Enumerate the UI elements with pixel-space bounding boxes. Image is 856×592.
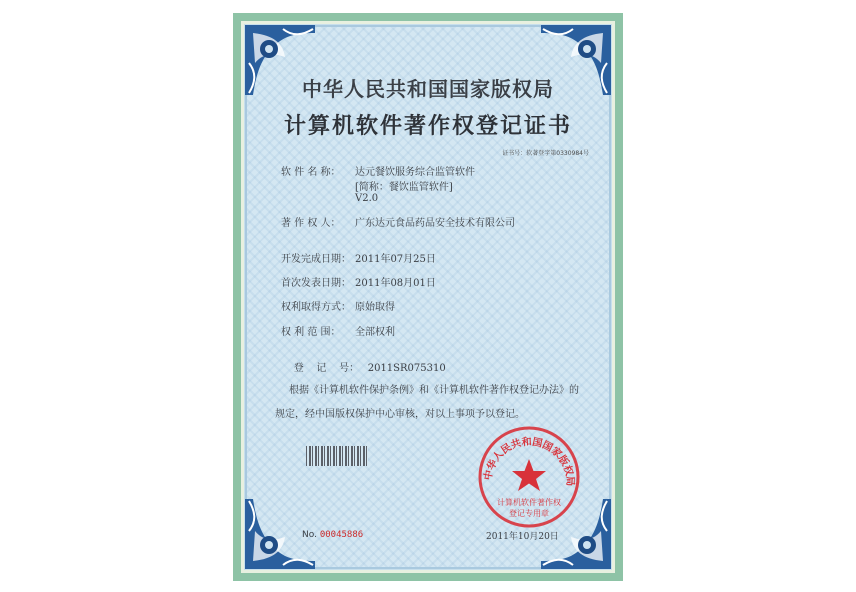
- right-scope-row: [281, 323, 395, 338]
- pub-date-row: [281, 274, 436, 289]
- seal-outer-text: 中华人民共和国国家版权局: [482, 436, 576, 487]
- right-method-value: 原始取得: [355, 302, 395, 313]
- owner-value: 广东达元食品药品安全技术有限公司: [355, 218, 515, 229]
- seal-inner-line-1: 计算机软件著作权: [497, 498, 561, 507]
- seal-inner-line-2: 登记专用章: [509, 509, 549, 518]
- software-version: V2.0: [355, 193, 379, 204]
- legal-text-line-2: 规定，经中国版权保护中心审核，对以上事项予以登记。: [275, 409, 525, 420]
- pub-date-label: 首次发表日期：: [281, 278, 351, 289]
- seal-star-icon: [512, 459, 546, 491]
- barcode: [306, 446, 368, 466]
- serial-value: 00045886: [319, 530, 364, 540]
- serial-prefix: No.: [302, 530, 317, 540]
- software-name-row: [281, 163, 475, 178]
- dev-date-label: 开发完成日期：: [281, 254, 351, 265]
- certificate-number: 证书号：软著登字第0330984号: [502, 150, 589, 157]
- dev-date-value: 2011年07月25日: [355, 254, 436, 265]
- software-name-value: 达元餐饮服务综合监管软件: [355, 167, 475, 178]
- right-scope-label: 权 利 范 围：: [281, 327, 341, 338]
- right-method-row: [281, 298, 395, 313]
- reg-no-label: 登 记 号：: [293, 363, 360, 374]
- official-seal: [477, 425, 581, 529]
- pub-date-value: 2011年08月01日: [355, 278, 436, 289]
- owner-label: 著 作 权 人：: [281, 218, 341, 229]
- software-short-name: [简称：餐饮监管软件]: [355, 182, 453, 193]
- reg-no-value: 2011SR075310: [367, 363, 446, 374]
- issue-date: 2011年10月20日: [486, 532, 559, 542]
- owner-row: [281, 214, 515, 229]
- legal-text-line-1: 根据《计算机软件保护条例》和《计算机软件著作权登记办法》的: [289, 385, 579, 396]
- serial-number: [302, 530, 363, 540]
- issuer-title: 中华人民共和国国家版权局: [302, 77, 554, 101]
- right-scope-value: 全部权利: [355, 327, 395, 338]
- dev-date-row: [281, 250, 436, 265]
- certificate: [233, 13, 623, 581]
- right-method-label: 权利取得方式：: [281, 302, 351, 313]
- certificate-title: 计算机软件著作权登记证书: [283, 113, 572, 139]
- software-name-label: 软 件 名 称：: [281, 167, 341, 178]
- reg-no-row: [281, 348, 446, 385]
